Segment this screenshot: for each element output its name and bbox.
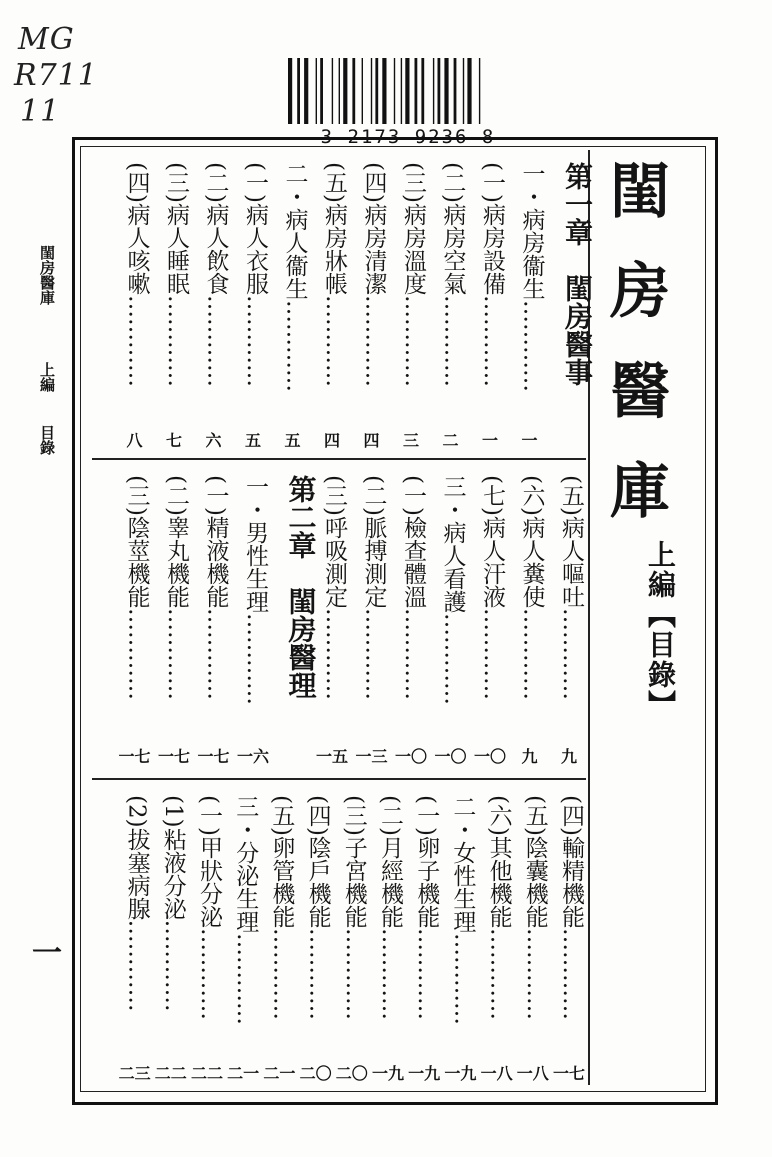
toc-entry: (二)睾丸機能………… — [163, 475, 189, 700]
toc-page-number: 七 — [165, 431, 182, 450]
barcode-bar — [479, 58, 480, 124]
barcode-bar — [332, 58, 333, 124]
toc-entry: (四)輸精機能………… — [558, 795, 584, 1020]
barcode-bar — [339, 58, 340, 124]
toc-page-number: 一〇 — [473, 747, 506, 766]
toc-entry: 一・男性生理………… — [242, 475, 268, 705]
barcode-bar — [375, 58, 378, 124]
toc-page-number: 二〇 — [299, 1064, 332, 1083]
handwritten-note-2: R711 — [14, 58, 98, 93]
toc-entry: (1)粘液分泌………… — [159, 795, 186, 1012]
barcode-bar — [415, 58, 418, 124]
toc-page-number: 八 — [126, 431, 143, 450]
toc-page-number: 二二 — [190, 1064, 223, 1083]
barcode-bar — [463, 58, 464, 124]
toc-entry: (一)病房設備………… — [479, 162, 505, 387]
barcode-bar — [382, 58, 386, 124]
toc-page-number: 一〇 — [394, 747, 427, 766]
toc-page-number: 一六 — [236, 747, 269, 766]
barcode-bar — [444, 58, 448, 124]
toc-page-number: 二一 — [227, 1064, 260, 1083]
toc-entry: (二)脈搏測定………… — [360, 475, 387, 700]
barcode-bar — [454, 58, 457, 124]
toc-page-number: 一七 — [118, 747, 151, 766]
toc-page-number: 一七 — [197, 747, 230, 766]
side-running-title: 閨房醫庫 — [38, 245, 56, 305]
barcode-bar — [352, 58, 355, 124]
toc-entry: (六)病人糞使………… — [518, 475, 545, 700]
toc-entry: (一)精液機能………… — [202, 475, 229, 700]
toc-page-number: 六 — [205, 431, 222, 450]
toc-entry: (一)檢查體溫………… — [400, 475, 426, 700]
toc-page-number: 一七 — [157, 747, 190, 766]
toc-entry: (三)病房溫度………… — [400, 162, 426, 387]
toc-entry: (一)病人衣服………… — [242, 162, 268, 387]
toc-entry: 三・分泌生理………… — [232, 795, 259, 1025]
toc-page-number: 一九 — [408, 1064, 441, 1083]
toc-page-number: 九 — [560, 747, 577, 766]
title-char-2: 房 — [610, 257, 670, 327]
toc-page-number: 九 — [521, 747, 538, 766]
side-volume: 上編 — [38, 362, 56, 392]
toc-entry: (三)陰莖機能………… — [123, 475, 150, 700]
toc-entry: (七)病人汗液………… — [479, 475, 505, 700]
toc-page-number: 一五 — [315, 747, 348, 766]
toc-entry: (三)呼吸測定………… — [321, 475, 347, 700]
barcode-bar — [467, 58, 471, 124]
toc-entry: (二)月經機能………… — [377, 795, 403, 1020]
toc-entry: (四)病房清潔………… — [360, 162, 387, 387]
barcode — [286, 58, 530, 126]
toc-entry: (五)卵管機能………… — [268, 795, 295, 1020]
title-char-1: 閨 — [610, 157, 670, 227]
handwritten-note-3: 11 — [20, 94, 61, 129]
barcode-bar — [320, 58, 323, 124]
toc-entry: (五)病人嘔吐………… — [558, 475, 584, 700]
toc-page-number: 一七 — [552, 1064, 585, 1083]
toc-entry: (五)病房牀帳………… — [321, 162, 347, 387]
side-contents-label: 目錄 — [38, 425, 56, 455]
toc-entry: (四)陰戶機能………… — [304, 795, 331, 1020]
toc-page-number: 四 — [363, 431, 380, 450]
toc-page-number: 一九 — [371, 1064, 404, 1083]
barcode-bar — [438, 58, 441, 124]
toc-chapter-heading: 第一章 閨房醫事 — [561, 162, 594, 386]
side-page-number: 一 — [32, 936, 62, 971]
toc-page-number: 二二 — [154, 1064, 187, 1083]
barcode-bar — [362, 58, 363, 124]
barcode-bar — [343, 58, 347, 124]
toc-page-number: 四 — [323, 431, 340, 450]
toc-entry: (三)病人睡眠………… — [163, 162, 189, 387]
toc-chapter-heading: 第二章 閨房醫理 — [284, 475, 318, 699]
toc-page-number: 一九 — [444, 1064, 477, 1083]
handwritten-note-1: MG — [18, 22, 75, 57]
toc-entry: (三)子宮機能………… — [340, 795, 367, 1020]
toc-page-number: 二〇 — [335, 1064, 368, 1083]
toc-entry: 二・女性生理………… — [449, 795, 476, 1025]
toc-page-number: 二一 — [263, 1064, 296, 1083]
toc-page-number: 二三 — [118, 1064, 151, 1083]
toc-entry: (二)病房空氣………… — [439, 162, 466, 387]
barcode-bar — [401, 58, 402, 124]
toc-entry: 二・病人衞生………… — [281, 162, 308, 392]
barcode-bar — [433, 58, 434, 124]
title-char-3: 醫 — [610, 357, 670, 427]
toc-page-number: 一 — [521, 431, 538, 450]
barcode-bar — [394, 58, 395, 124]
barcode-bar — [297, 58, 300, 124]
toc-page-number: 一八 — [516, 1064, 549, 1083]
barcode-bar — [421, 58, 424, 124]
toc-entry: (2)拔塞病腺………… — [123, 795, 150, 1012]
toc-entry: (五)陰囊機能………… — [521, 795, 548, 1020]
section-divider-bottom — [92, 778, 586, 780]
toc-page-number: 一 — [481, 431, 498, 450]
toc-page-number: 五 — [284, 431, 301, 450]
toc-page-number: 一三 — [355, 747, 388, 766]
toc-entry: (一)甲狀分泌………… — [196, 795, 222, 1020]
barcode-bar — [405, 58, 409, 124]
barcode-number: 3 2173 9236 8 — [320, 126, 496, 148]
toc-page-number: 三 — [402, 431, 419, 450]
toc-entry: 三・病人看護………… — [439, 475, 466, 705]
barcode-bar — [371, 58, 372, 124]
title-char-4: 庫 — [610, 457, 670, 527]
toc-page-number: 一〇 — [434, 747, 467, 766]
toc-entry: 一・病房衞生………… — [518, 162, 545, 392]
toc-entry: (四)病人咳嗽………… — [123, 162, 150, 387]
toc-page-number: 五 — [244, 431, 261, 450]
toc-entry: (二)病人飲食………… — [202, 162, 229, 387]
barcode-bar — [304, 58, 308, 124]
subtitle: 上編【目錄】 — [644, 540, 677, 720]
toc-entry: (一)卵子機能………… — [413, 795, 440, 1020]
section-divider-top — [92, 458, 586, 460]
barcode-bar — [288, 58, 292, 124]
toc-page-number: 一八 — [480, 1064, 513, 1083]
barcode-bar — [316, 58, 317, 124]
toc-page-number: 二 — [442, 431, 459, 450]
toc-entry: (六)其他機能………… — [485, 795, 512, 1020]
